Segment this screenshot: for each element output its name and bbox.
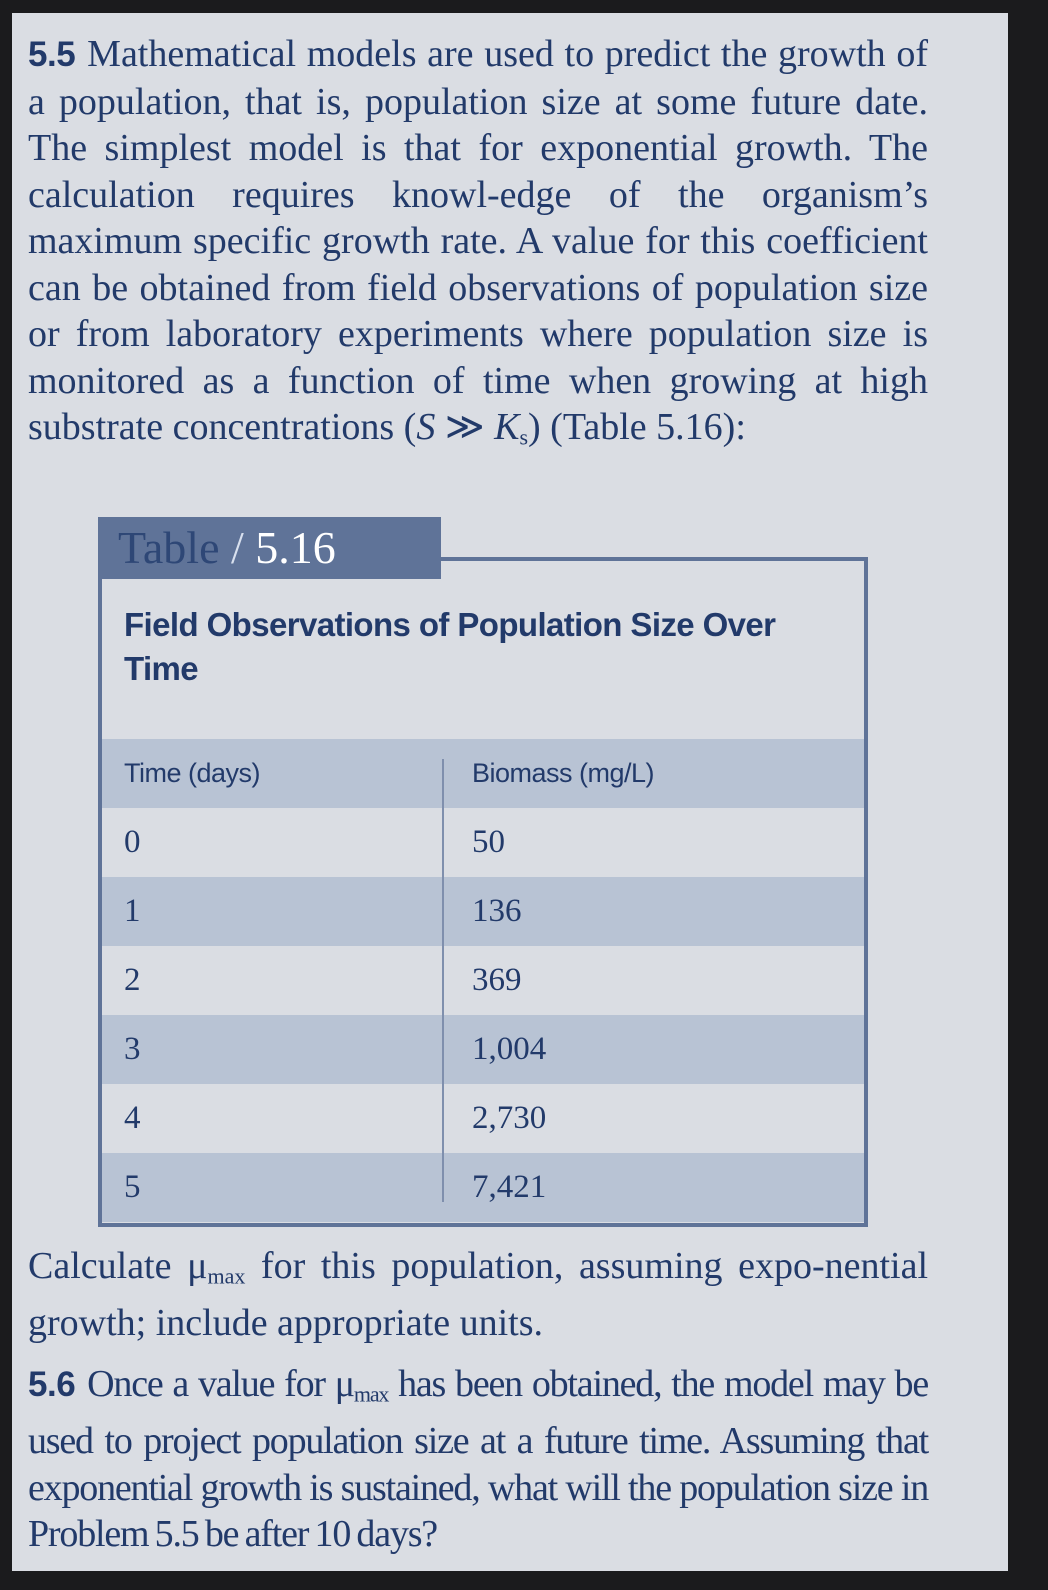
symbol-S: S <box>416 406 436 448</box>
symbol-K: K <box>494 406 520 448</box>
table-row <box>102 1153 864 1222</box>
problem-text-post: has been obtained, the model may be used to project population size at a future time. Assuming that exponential growth is sustained, what will the population size in Problem 5.5 be after 10 days? <box>28 1363 928 1555</box>
header-biomass: Biomass (mg/L) <box>472 758 655 788</box>
cell-time: 0 <box>124 824 141 860</box>
table-5-16 <box>98 517 868 1227</box>
calc-text-post: for this population, assuming expo-nential growth; include appropriate units. <box>28 1245 929 1344</box>
table-label-tag <box>98 517 441 579</box>
symbol-K-subscript: s <box>519 424 529 450</box>
header-time: Time (days) <box>124 758 261 788</box>
cell-biomass: 2,730 <box>472 1100 547 1136</box>
problem-5-6 <box>28 1361 928 1558</box>
much-greater-symbol: ≫ <box>435 406 495 448</box>
cell-time: 2 <box>124 962 141 998</box>
table-row <box>102 808 864 877</box>
cell-time: 1 <box>124 893 141 929</box>
table-label-slash: / <box>219 522 256 573</box>
mu-subscript: max <box>207 1263 246 1289</box>
mu-symbol: μ <box>334 1363 354 1405</box>
problem-5-5 <box>28 31 928 461</box>
mu-subscript: max <box>353 1381 389 1407</box>
calculate-question <box>28 1243 928 1347</box>
problem-number: 5.6 <box>28 1365 76 1404</box>
cell-biomass: 1,004 <box>472 1031 547 1067</box>
table-header-row <box>102 739 864 808</box>
problem-text-end: ) (Table 5.16): <box>528 406 746 448</box>
table-row <box>102 1015 864 1084</box>
problem-number: 5.5 <box>28 35 76 74</box>
cell-biomass: 7,421 <box>472 1169 547 1205</box>
calc-text-pre: Calculate <box>28 1245 188 1287</box>
table-label-word: Table <box>118 522 220 573</box>
table-row <box>102 1084 864 1153</box>
table-frame <box>98 557 868 1227</box>
textbook-page <box>12 13 1008 1571</box>
cell-biomass: 369 <box>472 962 522 998</box>
cell-time: 4 <box>124 1100 141 1136</box>
problem-text-pre: Once a value for <box>87 1363 335 1405</box>
problem-text: Mathematical models are used to predict the growth of a population, that is, population size at some future date. The simplest model is that for exponential growth. The calculation requires knowl-edge of the organism’s maximum specific growth rate. A value for this coefficient can be obtained from field observations of population size or from laboratory experiments where population size is monitored as a function of time when growing at high substrate concentrations ( <box>28 33 928 448</box>
cell-time: 5 <box>124 1169 141 1205</box>
table-title: Field Observations of Population Size Over Time <box>124 606 776 687</box>
table-label-number: 5.16 <box>255 522 336 573</box>
cell-time: 3 <box>124 1031 141 1067</box>
cell-biomass: 136 <box>472 893 522 929</box>
table-row <box>102 946 864 1015</box>
column-divider <box>442 759 444 1202</box>
table-row <box>102 877 864 946</box>
cell-biomass: 50 <box>472 824 505 860</box>
mu-symbol: μ <box>187 1245 208 1287</box>
